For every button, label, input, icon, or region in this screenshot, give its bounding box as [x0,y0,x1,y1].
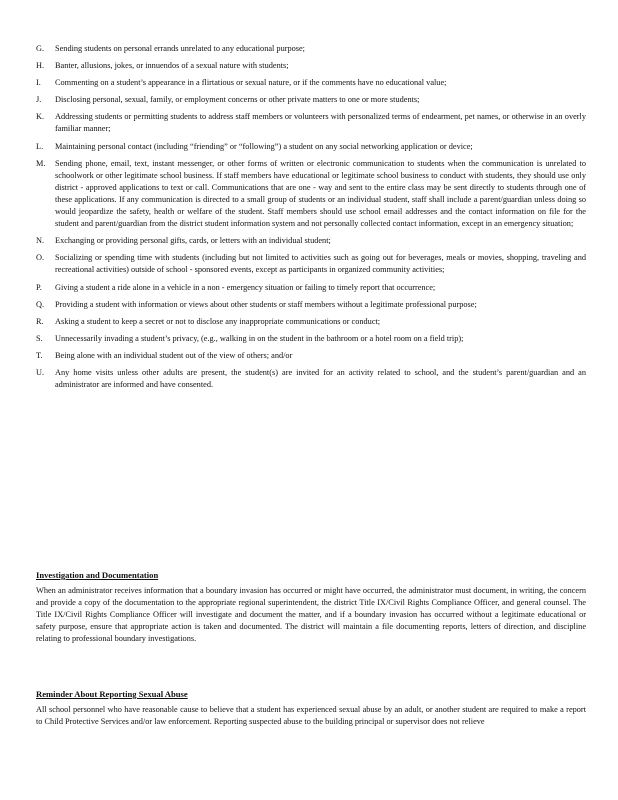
list-item [36,235,586,247]
section-paragraph: When an administrator receives information that a boundary invasion has occurred or might have occurred, the administrator must document, in writing, the concern and provide a copy of the documentation to the appropriate regional superintendent, the district Title IX/Civil Rights Compliance Officer, and general counsel. The Title IX/Civil Rights Compliance Officer will investigate and document the matter, and if a boundary invasion has occurred without a legitimate educational or safety purpose, ensure that appropriate action is taken and documented. The district will maintain a file documenting reports, letters of direction, and discipline relating to professional boundary investigations. [36,586,586,644]
list-item [36,77,586,89]
list-item [36,94,586,106]
list-item-letter: M. [36,158,46,168]
list-item [36,141,586,153]
list-item-text: Maintaining personal contact (including “friending” or “following”) a student on any social networking application or device; [55,141,473,151]
list-item-letter: I. [36,78,41,88]
list-item [36,43,586,55]
list-item-letter: U. [36,367,45,377]
section-paragraph: All school personnel who have reasonable cause to believe that a student has experienced sexual abuse by an adult, or another student are required to make a report to Child Protective Services and/or law enforcement. Reporting suspected abuse to the building principal or supervisor does not relieve [36,705,586,727]
list-item-text: Addressing students or permitting students to address staff members or volunteers with personalized terms of endearment, pet names, or otherwise in an overly familiar manner; [55,112,586,134]
list-item-text: Banter, allusions, jokes, or innuendos of a sexual nature with students; [55,61,289,71]
list-item [36,158,586,231]
conduct-list [36,43,586,391]
reminder-section [36,688,586,728]
investigation-section [36,569,586,645]
list-item-letter: Q. [36,299,45,309]
list-item-letter: T. [36,350,43,360]
list-item [36,350,586,362]
list-item-letter: N. [36,236,45,246]
list-item-letter: P. [36,282,42,292]
list-item-text: Sending phone, email, text, instant messenger, or other forms of written or electronic communication to students when the communication is unrelated to schoolwork or other legitimate school business. If staff members have educational or legitimate school business to conduct with students, they should use only district - approved applications to text or call. Communications that are one - way and sent to the entire class may be sent directly to students through one of these applications. If any communication is directed to a small group of students or an individual student, staff shall include a parent/guardian unless doing so would jeopardize the safety, health or welfare of the student. Staff members should use school email addresses and the contact information on file for the student and parent/guardian from the district student information system and not personally collected contact information, except in an emergency situation; [55,158,586,229]
list-item [36,299,586,311]
list-item-text: Being alone with an individual student out of the view of others; and/or [55,350,293,360]
section-heading: Reminder About Reporting Sexual Abuse [36,689,188,699]
list-item-text: Asking a student to keep a secret or not to disclose any inappropriate communications or conduct; [55,316,381,326]
list-item-letter: G. [36,44,45,53]
list-item-text: Providing a student with information or views about other students or staff members without a legitimate professional purpose; [55,299,477,309]
list-item-letter: J. [36,95,42,105]
list-item [36,333,586,345]
list-item-letter: R. [36,316,44,326]
section-heading: Investigation and Documentation [36,570,159,580]
list-item-letter: K. [36,112,45,122]
list-item [36,111,586,135]
list-item [36,252,586,276]
list-item [36,316,586,328]
list-item-text: Giving a student a ride alone in a vehicle in a non - emergency situation or failing to timely report that occurrence; [55,282,436,292]
list-item-text: Socializing or spending time with students (including but not limited to activities such as going out for beverages, meals or movies, shopping, traveling and recreational activities) outside of school - sponsored events, except as participants in organized community activities; [55,253,586,275]
list-item-letter: H. [36,61,45,71]
list-item-text: Unnecessarily invading a student’s privacy, (e.g., walking in on the student in the bathroom or a hotel room on a field trip); [55,333,464,343]
list-item-letter: L. [36,141,44,151]
list-item [36,282,586,294]
list-item-text: Sending students on personal errands unrelated to any educational purpose; [55,44,305,53]
list-item-text: Exchanging or providing personal gifts, cards, or letters with an individual student; [55,236,331,246]
list-item [36,60,586,72]
list-item-text: Commenting on a student’s appearance in a flirtatious or sexual nature, or if the comments have no educational value; [55,78,447,88]
list-item-text: Any home visits unless other adults are present, the student(s) are invited for an activity related to school, and the student’s parent/guardian and an administrator are informed and have consented. [55,367,586,390]
list-item-letter: O. [36,253,45,263]
list-item-letter: S. [36,333,43,343]
list-item-text: Disclosing personal, sexual, family, or employment concerns or other private matters to one or more students; [55,95,420,105]
list-item [36,367,586,391]
